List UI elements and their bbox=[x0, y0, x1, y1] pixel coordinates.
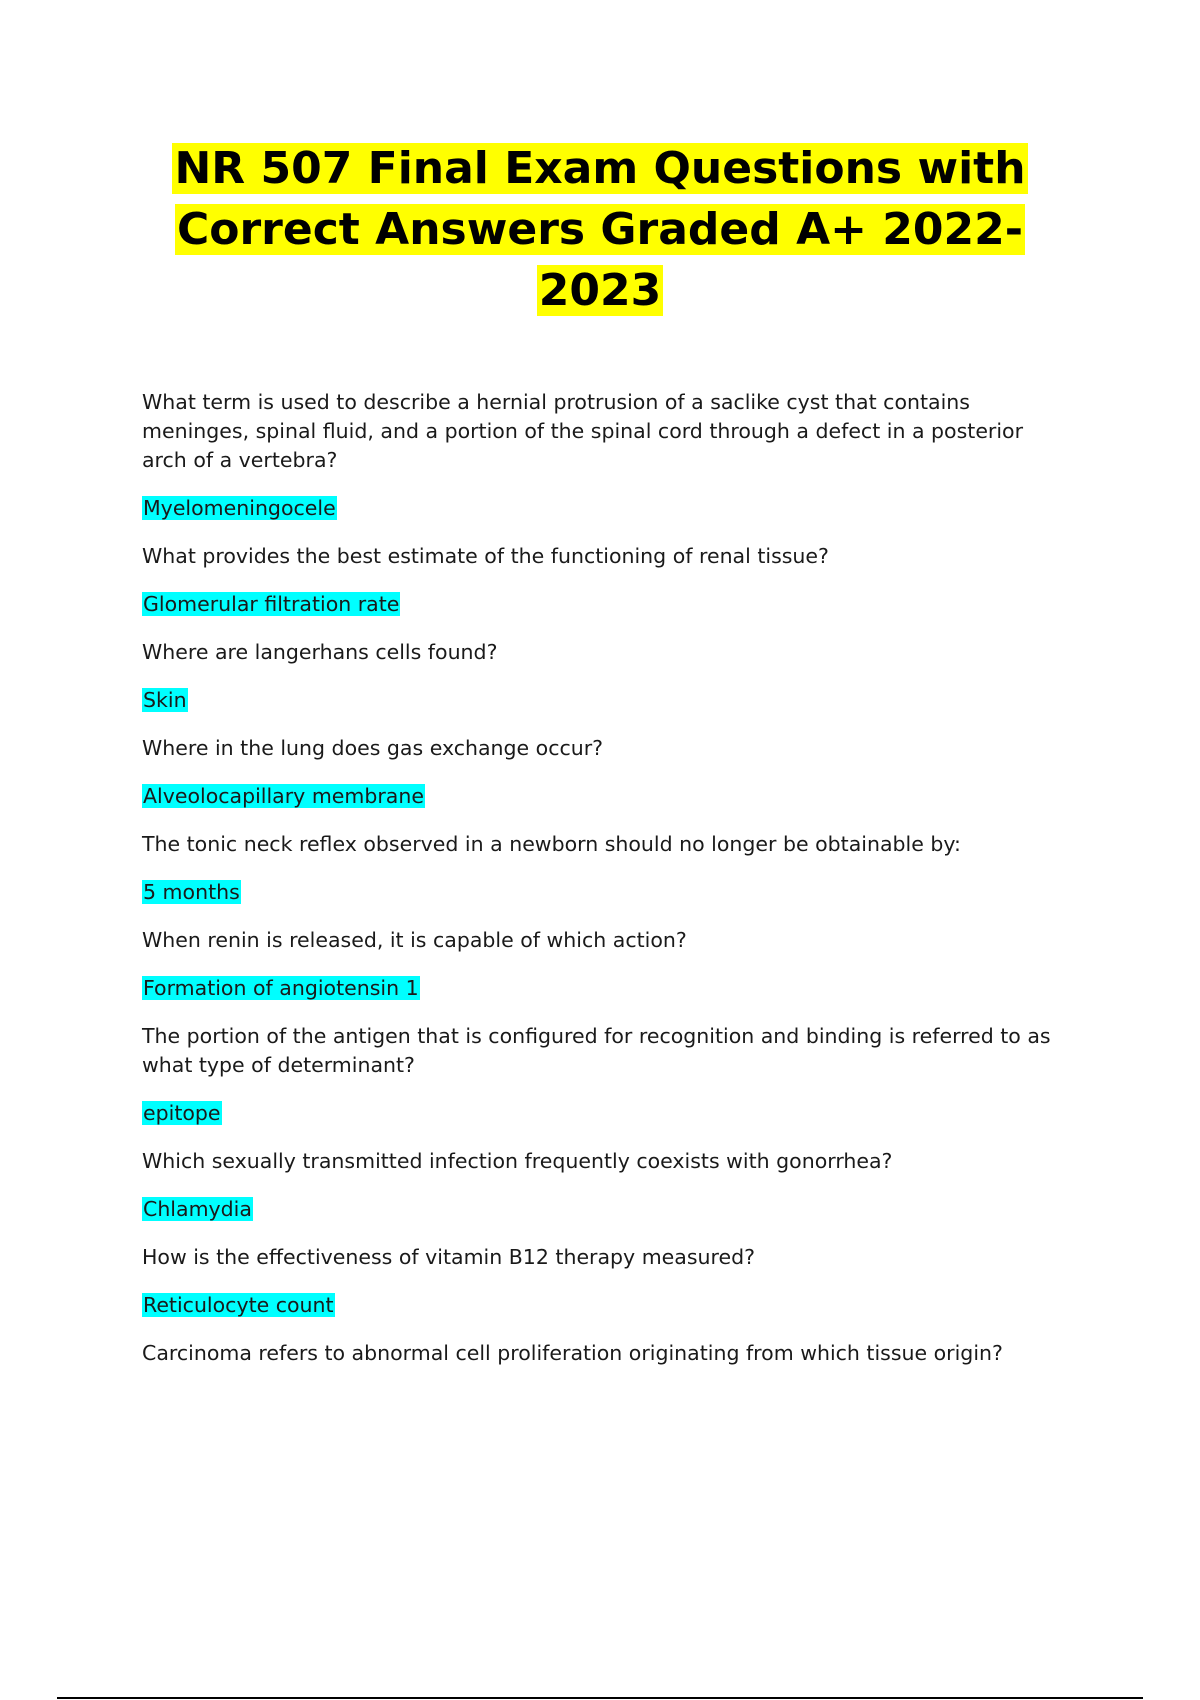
document-title bbox=[150, 138, 1050, 321]
answer-highlight: Alveolocapillary membrane bbox=[143, 784, 424, 808]
answer-text bbox=[142, 782, 1062, 811]
answer-text bbox=[142, 878, 1062, 907]
answer-highlight: Glomerular filtration rate bbox=[143, 592, 400, 616]
question-text: Where are langerhans cells found? bbox=[142, 640, 498, 664]
question-text: The portion of the antigen that is configured for recognition and binding is referred to as what type of determinant? bbox=[142, 1024, 1051, 1077]
question-text: What provides the best estimate of the functioning of renal tissue? bbox=[142, 544, 829, 568]
answer-highlight: epitope bbox=[143, 1101, 221, 1125]
answer-text bbox=[142, 1099, 1062, 1128]
answer-text bbox=[142, 1291, 1062, 1320]
title-block bbox=[150, 138, 1050, 321]
title-line: Correct Answers Graded A+ 2022- bbox=[176, 204, 1024, 255]
answer-text bbox=[142, 590, 1062, 619]
answer-text bbox=[142, 974, 1062, 1003]
question-text: Where in the lung does gas exchange occur? bbox=[142, 736, 604, 760]
question-text: How is the effectiveness of vitamin B12 therapy measured? bbox=[142, 1245, 756, 1269]
question-text: Carcinoma refers to abnormal cell proliferation originating from which tissue origin? bbox=[142, 1341, 1003, 1365]
answer-highlight: Formation of angiotensin 1 bbox=[143, 976, 419, 1000]
question-text: When renin is released, it is capable of which action? bbox=[142, 928, 687, 952]
title-line: NR 507 Final Exam Questions with bbox=[174, 143, 1026, 194]
question-answer-list bbox=[142, 388, 1062, 1387]
answer-text bbox=[142, 1195, 1062, 1224]
title-line: 2023 bbox=[538, 265, 662, 316]
answer-text bbox=[142, 494, 1062, 523]
question-text: What term is used to describe a hernial protrusion of a saclike cyst that contains meninges, spinal fluid, and a portion of the spinal cord through a defect in a posterior arch of a vertebra? bbox=[142, 390, 1024, 472]
answer-highlight: Skin bbox=[143, 688, 187, 712]
question-text: Which sexually transmitted infection frequently coexists with gonorrhea? bbox=[142, 1149, 893, 1173]
answer-highlight: Myelomeningocele bbox=[143, 496, 336, 520]
answer-highlight: 5 months bbox=[143, 880, 240, 904]
answer-text bbox=[142, 686, 1062, 715]
answer-highlight: Chlamydia bbox=[143, 1197, 252, 1221]
answer-highlight: Reticulocyte count bbox=[143, 1293, 334, 1317]
footer-divider bbox=[57, 1697, 1143, 1699]
question-text: The tonic neck reflex observed in a newborn should no longer be obtainable by: bbox=[142, 832, 961, 856]
